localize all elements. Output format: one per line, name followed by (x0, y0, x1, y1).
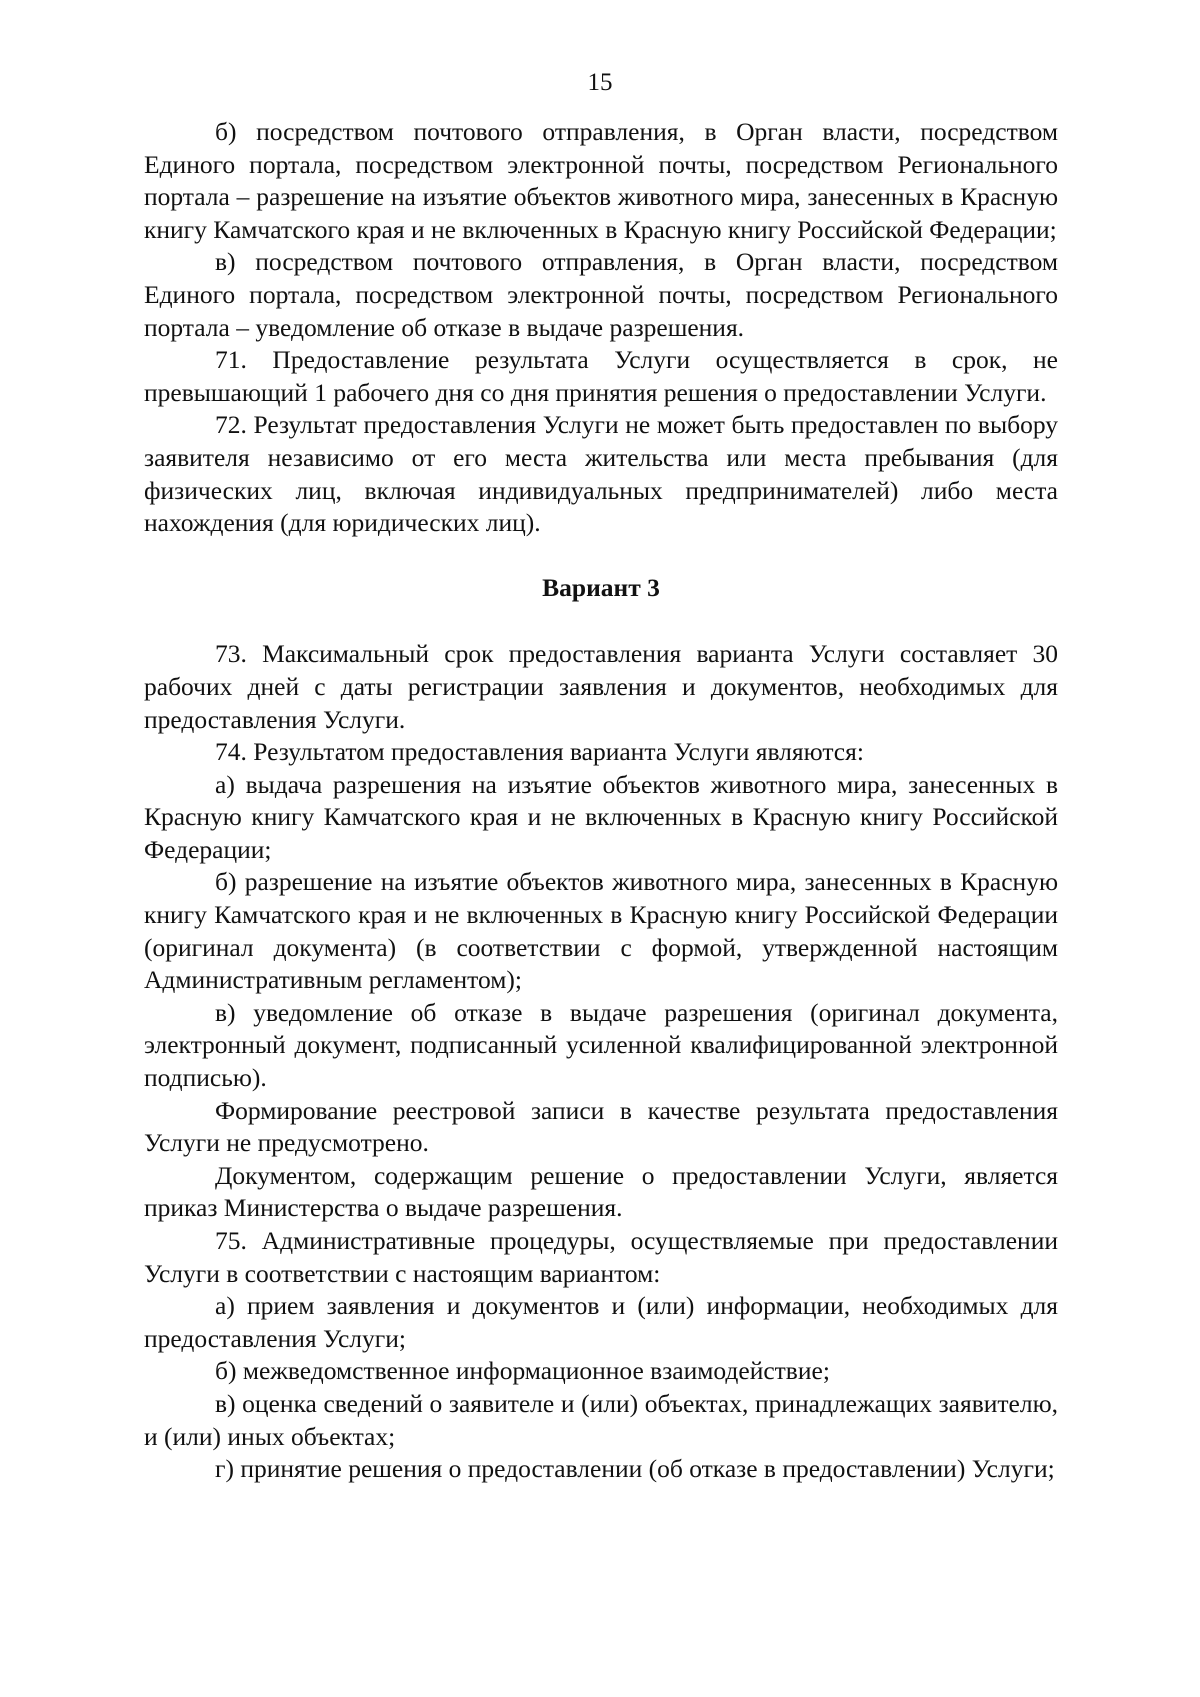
paragraph-delivery-refusal: в) посредством почтового отправления, в Орган власти, посредством Единого портала, посредством электронной почты, посредством Регионального портала – уведомление об отказе в выдаче разрешения. (144, 247, 1058, 342)
paragraph-72: 72. Результат предоставления Услуги не может быть предоставлен по выбору заявителя независимо от его места жительства или места пребывания (для физических лиц, включая индивидуальных предпринимателей) либо места нахождения (для юридических лиц). (144, 410, 1058, 538)
paragraph-71: 71. Предоставление результата Услуги осуществляется в срок, не превышающий 1 рабочего дня со дня принятия решения о предоставлении Услуги. (144, 345, 1058, 407)
paragraph-decision-document: Документом, содержащим решение о предоставлении Услуги, является приказ Министерства о выдаче разрешения. (144, 1160, 1058, 1223)
section-heading-variant-3: Вариант 3 (542, 572, 660, 602)
paragraph-74: 74. Результатом предоставления варианта Услуги являются: (215, 737, 864, 767)
paragraph-75-g: г) принятие решения о предоставлении (об отказе в предоставлении) Услуги; (215, 1454, 1055, 1484)
paragraph-74-b: б) разрешение на изъятие объектов животного мира, занесенных в Красную книгу Камчатского края и не включенных в Красную книгу Российской Федерации (оригинал документа) (в соответствии с формой, утвержденной настоящим Административным регламентом); (144, 867, 1058, 995)
paragraph-74-v: в) уведомление об отказе в выдаче разрешения (оригинал документа, электронный документ, подписанный усиленной квалифицированной электронной подписью). (144, 997, 1058, 1093)
document-body (144, 116, 1058, 1486)
paragraph-75-b: б) межведомственное информационное взаимодействие; (215, 1356, 830, 1386)
paragraph-75-v: в) оценка сведений о заявителе и (или) объектах, принадлежащих заявителю, и (или) иных объектах; (144, 1388, 1058, 1451)
paragraph-74-a: а) выдача разрешения на изъятие объектов животного мира, занесенных в Красную книгу Камчатского края и не включенных в Красную книгу Российской Федерации; (144, 769, 1058, 864)
paragraph-75-a: а) прием заявления и документов и (или) информации, необходимых для предоставления Услуги; (144, 1291, 1058, 1353)
paragraph-registry-record: Формирование реестровой записи в качестве результата предоставления Услуги не предусмотрено. (144, 1095, 1058, 1158)
paragraph-75: 75. Административные процедуры, осуществляемые при предоставлении Услуги в соответствии с настоящим вариантом: (144, 1226, 1058, 1288)
page-number: 15 (587, 69, 613, 96)
paragraph-delivery-permit: б) посредством почтового отправления, в Орган власти, посредством Единого портала, посредством электронной почты, посредством Регионального портала – разрешение на изъятие объектов животного мира, занесенных в Красную книгу Камчатского края и не включенных в Красную книгу Российской Федерации; (144, 117, 1058, 244)
paragraph-73: 73. Максимальный срок предоставления варианта Услуги составляет 30 рабочих дней с даты регистрации заявления и документов, необходимых для предоставления Услуги. (144, 639, 1058, 734)
